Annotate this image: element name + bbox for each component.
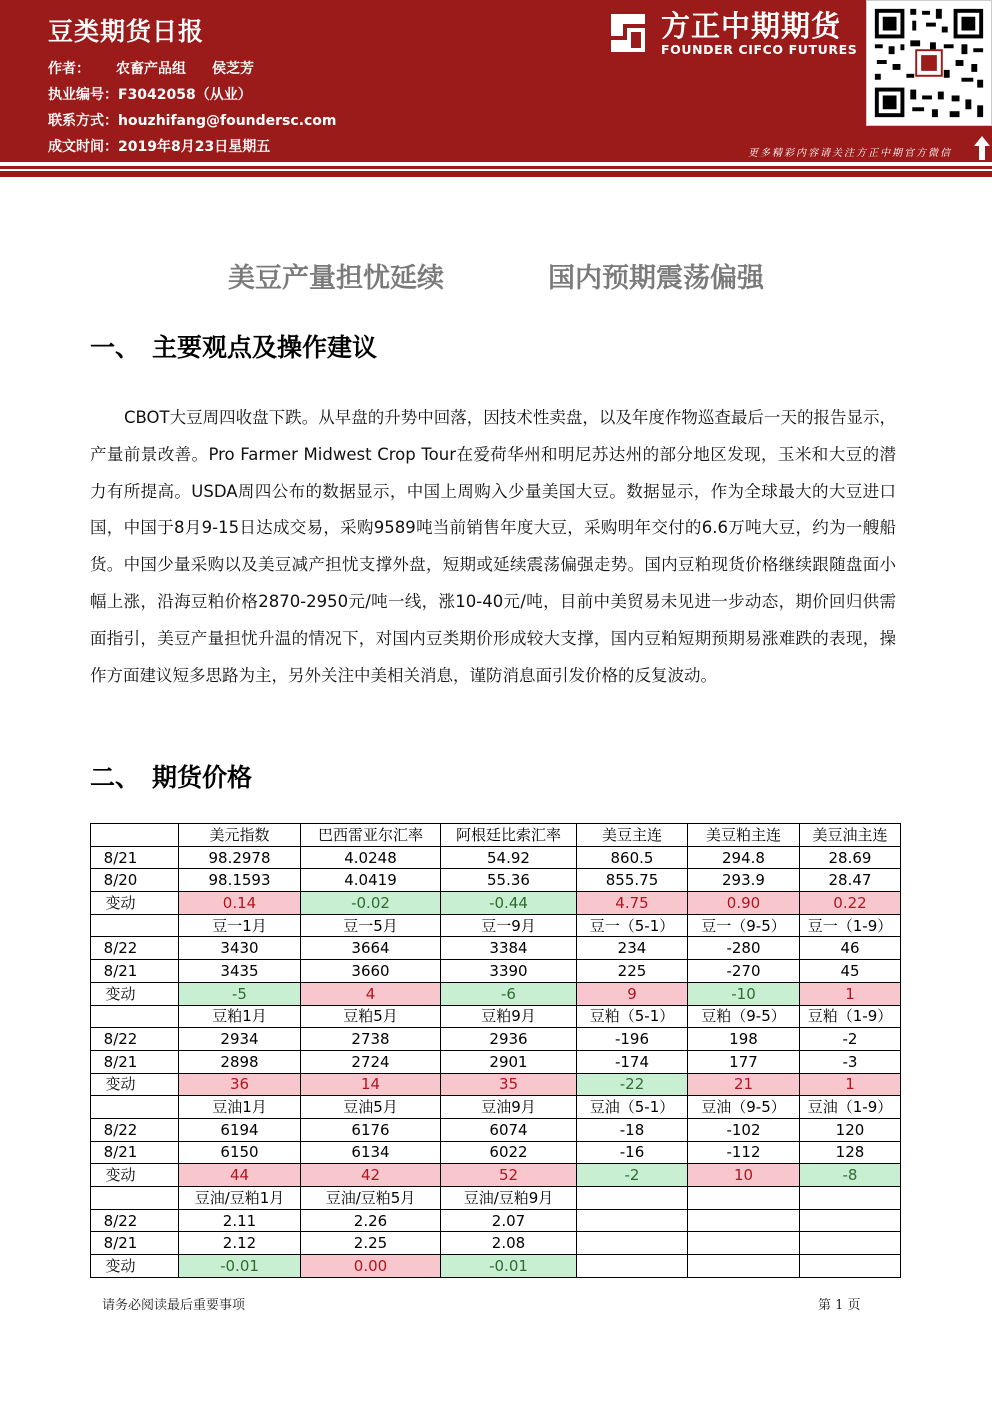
table-row: [91, 1073, 901, 1096]
table-cell: -6: [441, 982, 577, 1005]
table-cell: 豆油5月: [301, 1096, 441, 1119]
table-cell: 98.1593: [179, 869, 301, 892]
table-cell: 美元指数: [179, 824, 301, 847]
table-cell: 4.0248: [301, 846, 441, 869]
contact-line: [48, 110, 337, 130]
table-cell: 2.26: [301, 1209, 441, 1232]
table-cell: [577, 1232, 688, 1255]
table-cell: -102: [688, 1118, 800, 1141]
table-cell: -196: [577, 1028, 688, 1051]
row-label-cell: 变动: [91, 982, 179, 1005]
contact-label: 联系方式：: [48, 113, 118, 129]
table-cell: 美豆油主连: [800, 824, 901, 847]
row-label-cell: 8/20: [91, 869, 179, 892]
table-row: [91, 982, 901, 1005]
table-cell: -280: [688, 937, 800, 960]
table-cell: 3430: [179, 937, 301, 960]
row-label-cell: [91, 1005, 179, 1028]
table-cell: -10: [688, 982, 800, 1005]
table-cell: -22: [577, 1073, 688, 1096]
table-cell: 44: [179, 1164, 301, 1187]
row-label-cell: 8/21: [91, 1232, 179, 1255]
license-label: 执业编号：: [48, 87, 118, 103]
table-cell: -5: [179, 982, 301, 1005]
date-line: [48, 136, 270, 156]
table-cell: 豆油/豆粕9月: [441, 1187, 577, 1210]
table-row: [91, 1209, 901, 1232]
table-cell: 120: [800, 1118, 901, 1141]
table-cell: [577, 1209, 688, 1232]
table-cell: 豆油/豆粕5月: [301, 1187, 441, 1210]
table-cell: 855.75: [577, 869, 688, 892]
table-row: [91, 960, 901, 983]
table-cell: 36: [179, 1073, 301, 1096]
table-row: [91, 914, 901, 937]
table-cell: 豆粕5月: [301, 1005, 441, 1028]
table-row: [91, 824, 901, 847]
row-label-cell: [91, 914, 179, 937]
row-label-cell: 变动: [91, 1164, 179, 1187]
contact-email[interactable]: houzhifang@foundersc.com: [118, 113, 337, 129]
table-cell: 豆一（1-9）: [800, 914, 901, 937]
table-cell: 豆粕（9-5）: [688, 1005, 800, 1028]
table-row: [91, 1255, 901, 1278]
author-label: 作者：: [48, 61, 90, 77]
row-label-cell: 变动: [91, 1073, 179, 1096]
table-row: [91, 1028, 901, 1051]
brand-logo-block: [595, 0, 865, 68]
table-cell: 2724: [301, 1050, 441, 1073]
table-cell: 3660: [301, 960, 441, 983]
table-cell: 294.8: [688, 846, 800, 869]
wechat-slogan: 更多精彩内容请关注方正中期官方微信: [748, 148, 952, 159]
table-cell: 豆一5月: [301, 914, 441, 937]
table-cell: 2.08: [441, 1232, 577, 1255]
table-row: [91, 869, 901, 892]
table-cell: [800, 1187, 901, 1210]
table-row: [91, 1232, 901, 1255]
author-line: [48, 58, 254, 78]
table-row: [91, 937, 901, 960]
page-title: [0, 256, 992, 295]
row-label-cell: 变动: [91, 892, 179, 915]
table-cell: 豆粕（1-9）: [800, 1005, 901, 1028]
row-label-cell: 8/21: [91, 846, 179, 869]
table-cell: 美豆粕主连: [688, 824, 800, 847]
table-cell: -112: [688, 1141, 800, 1164]
header-rule-thick: [0, 171, 992, 177]
table-cell: -8: [800, 1164, 901, 1187]
table-cell: -0.44: [441, 892, 577, 915]
table-cell: 234: [577, 937, 688, 960]
table-row: [91, 1050, 901, 1073]
table-cell: -0.01: [441, 1255, 577, 1278]
title-part-2: 国内预期震荡偏强: [548, 263, 764, 294]
table-cell: 豆粕1月: [179, 1005, 301, 1028]
table-cell: -270: [688, 960, 800, 983]
license-line: [48, 84, 252, 104]
table-cell: -2: [800, 1028, 901, 1051]
table-cell: -18: [577, 1118, 688, 1141]
table-cell: [688, 1232, 800, 1255]
table-cell: 6194: [179, 1118, 301, 1141]
table-cell: 46: [800, 937, 901, 960]
brand-name-cn: 方正中期期货: [661, 9, 842, 43]
table-cell: 293.9: [688, 869, 800, 892]
table-cell: 35: [441, 1073, 577, 1096]
table-cell: 6134: [301, 1141, 441, 1164]
table-cell: [577, 1187, 688, 1210]
table-cell: 10: [688, 1164, 800, 1187]
section-1-title: 主要观点及操作建议: [152, 333, 378, 362]
row-label-cell: 变动: [91, 1255, 179, 1278]
table-cell: 豆油（5-1）: [577, 1096, 688, 1119]
table-row: [91, 1187, 901, 1210]
section-2-heading: [90, 758, 252, 794]
table-cell: [688, 1255, 800, 1278]
table-cell: 198: [688, 1028, 800, 1051]
table-cell: 2901: [441, 1050, 577, 1073]
table-cell: 177: [688, 1050, 800, 1073]
table-cell: 豆一（5-1）: [577, 914, 688, 937]
table-cell: 2898: [179, 1050, 301, 1073]
section-1-number: 一、: [90, 333, 141, 362]
table-cell: -2: [577, 1164, 688, 1187]
table-cell: 1: [800, 982, 901, 1005]
author-group: 农畜产品组: [116, 61, 186, 77]
table-row: [91, 1141, 901, 1164]
table-cell: 3664: [301, 937, 441, 960]
table-cell: 225: [577, 960, 688, 983]
table-cell: [800, 1209, 901, 1232]
table-row: [91, 892, 901, 915]
table-cell: 豆粕9月: [441, 1005, 577, 1028]
section-1-heading: [90, 328, 377, 364]
table-cell: 860.5: [577, 846, 688, 869]
table-cell: 6150: [179, 1141, 301, 1164]
footer-notice: 请务必阅读最后重要事项: [102, 1298, 246, 1313]
table-cell: 28.69: [800, 846, 901, 869]
table-row: [91, 1096, 901, 1119]
table-cell: -16: [577, 1141, 688, 1164]
row-label-cell: 8/22: [91, 1209, 179, 1232]
page-number: 第 1 页: [818, 1298, 861, 1313]
license-value: F3042058（从业）: [118, 87, 252, 103]
date-value: ：2019年8月23日星期五: [104, 139, 271, 155]
row-label-cell: 8/21: [91, 960, 179, 983]
table-cell: 豆一（9-5）: [688, 914, 800, 937]
table-cell: 0.00: [301, 1255, 441, 1278]
table-cell: 2.11: [179, 1209, 301, 1232]
table-cell: 豆油1月: [179, 1096, 301, 1119]
table-cell: 2936: [441, 1028, 577, 1051]
table-cell: 2738: [301, 1028, 441, 1051]
table-cell: 2.07: [441, 1209, 577, 1232]
report-title: 豆类期货日报: [48, 17, 205, 46]
author-name: 侯芝芳: [212, 61, 254, 77]
table-cell: 54.92: [441, 846, 577, 869]
table-cell: -174: [577, 1050, 688, 1073]
table-cell: 3384: [441, 937, 577, 960]
table-cell: 55.36: [441, 869, 577, 892]
row-label-cell: 8/22: [91, 937, 179, 960]
table-cell: 0.14: [179, 892, 301, 915]
table-cell: 巴西雷亚尔汇率: [301, 824, 441, 847]
row-label-cell: 8/22: [91, 1118, 179, 1141]
table-cell: 阿根廷比索汇率: [441, 824, 577, 847]
header-rule-thin: [0, 166, 992, 169]
date-label: 成文时间: [48, 139, 104, 155]
table-cell: 128: [800, 1141, 901, 1164]
section-1-body: CBOT大豆周四收盘下跌。从早盘的升势中回落，因技术性卖盘，以及年度作物巡查最后一天的报告显示，产量前景改善。Pro Farmer Midwest Crop Tour在爱荷华州和明尼苏达州的部分地区发现，玉米和大豆的潜力有所提高。USDA周四公布的数据显示，中国上周购入少量美国大豆。数据显示，作为全球最大的大豆进口国，中国于8月9-15日达成交易，采购9589吨当前销售年度大豆，采购明年交付的6.6万吨大豆，约为一艘船货。中国少量采购以及美豆减产担忧支撑外盘，短期或延续震荡偏强走势。国内豆粕现货价格继续跟随盘面小幅上涨，沿海豆粕价格2870-2950元/吨一线，涨10-40元/吨，目前中美贸易未见进一步动态，期价回归供需面指引，美豆产量担忧升温的情况下，对国内豆类期价形成较大支撑，国内豆粕短期预期易涨难跌的表现，操作方面建议短多思路为主，另外关注中美相关消息，谨防消息面引发价格的反复波动。: [90, 408, 896, 685]
table-cell: [688, 1209, 800, 1232]
section-2-number: 二、: [90, 763, 141, 792]
table-cell: 0.22: [800, 892, 901, 915]
table-cell: 42: [301, 1164, 441, 1187]
table-cell: -3: [800, 1050, 901, 1073]
table-cell: [688, 1187, 800, 1210]
table-row: [91, 846, 901, 869]
row-label-cell: 8/21: [91, 1141, 179, 1164]
table-cell: 豆油（1-9）: [800, 1096, 901, 1119]
table-cell: [577, 1255, 688, 1278]
brand-name-en: FOUNDER CIFCO FUTURES: [661, 42, 858, 57]
table-cell: [800, 1255, 901, 1278]
table-cell: 3390: [441, 960, 577, 983]
row-label-cell: [91, 824, 179, 847]
table-cell: 3435: [179, 960, 301, 983]
table-row: [91, 1164, 901, 1187]
table-cell: 豆油/豆粕1月: [179, 1187, 301, 1210]
table-row: [91, 1118, 901, 1141]
table-cell: 6176: [301, 1118, 441, 1141]
table-cell: 6074: [441, 1118, 577, 1141]
table-cell: 豆一9月: [441, 914, 577, 937]
table-cell: 14: [301, 1073, 441, 1096]
table-cell: 0.90: [688, 892, 800, 915]
founder-logo-icon: [605, 10, 651, 56]
row-label-cell: 8/21: [91, 1050, 179, 1073]
table-cell: 1: [800, 1073, 901, 1096]
arrow-up-icon: [972, 134, 992, 162]
table-cell: 4.0419: [301, 869, 441, 892]
row-label-cell: 8/22: [91, 1028, 179, 1051]
table-cell: 豆一1月: [179, 914, 301, 937]
table-cell: 美豆主连: [577, 824, 688, 847]
table-cell: [800, 1232, 901, 1255]
row-label-cell: [91, 1187, 179, 1210]
header-banner: [0, 0, 992, 162]
table-cell: 52: [441, 1164, 577, 1187]
table-cell: 28.47: [800, 869, 901, 892]
table-cell: 豆油（9-5）: [688, 1096, 800, 1119]
table-cell: -0.02: [301, 892, 441, 915]
table-cell: 2.12: [179, 1232, 301, 1255]
table-cell: -0.01: [179, 1255, 301, 1278]
table-cell: 45: [800, 960, 901, 983]
table-row: [91, 1005, 901, 1028]
table-cell: 豆粕（5-1）: [577, 1005, 688, 1028]
table-cell: 豆油9月: [441, 1096, 577, 1119]
table-cell: 2934: [179, 1028, 301, 1051]
table-cell: 2.25: [301, 1232, 441, 1255]
title-part-1: 美豆产量担忧延续: [228, 263, 444, 294]
table-cell: 9: [577, 982, 688, 1005]
table-cell: 4.75: [577, 892, 688, 915]
futures-price-table: [90, 823, 901, 1278]
table-cell: 6022: [441, 1141, 577, 1164]
table-cell: 21: [688, 1073, 800, 1096]
row-label-cell: [91, 1096, 179, 1119]
table-cell: 4: [301, 982, 441, 1005]
wechat-qr-code-icon[interactable]: [866, 0, 992, 126]
section-2-title: 期货价格: [152, 763, 253, 792]
table-cell: 98.2978: [179, 846, 301, 869]
